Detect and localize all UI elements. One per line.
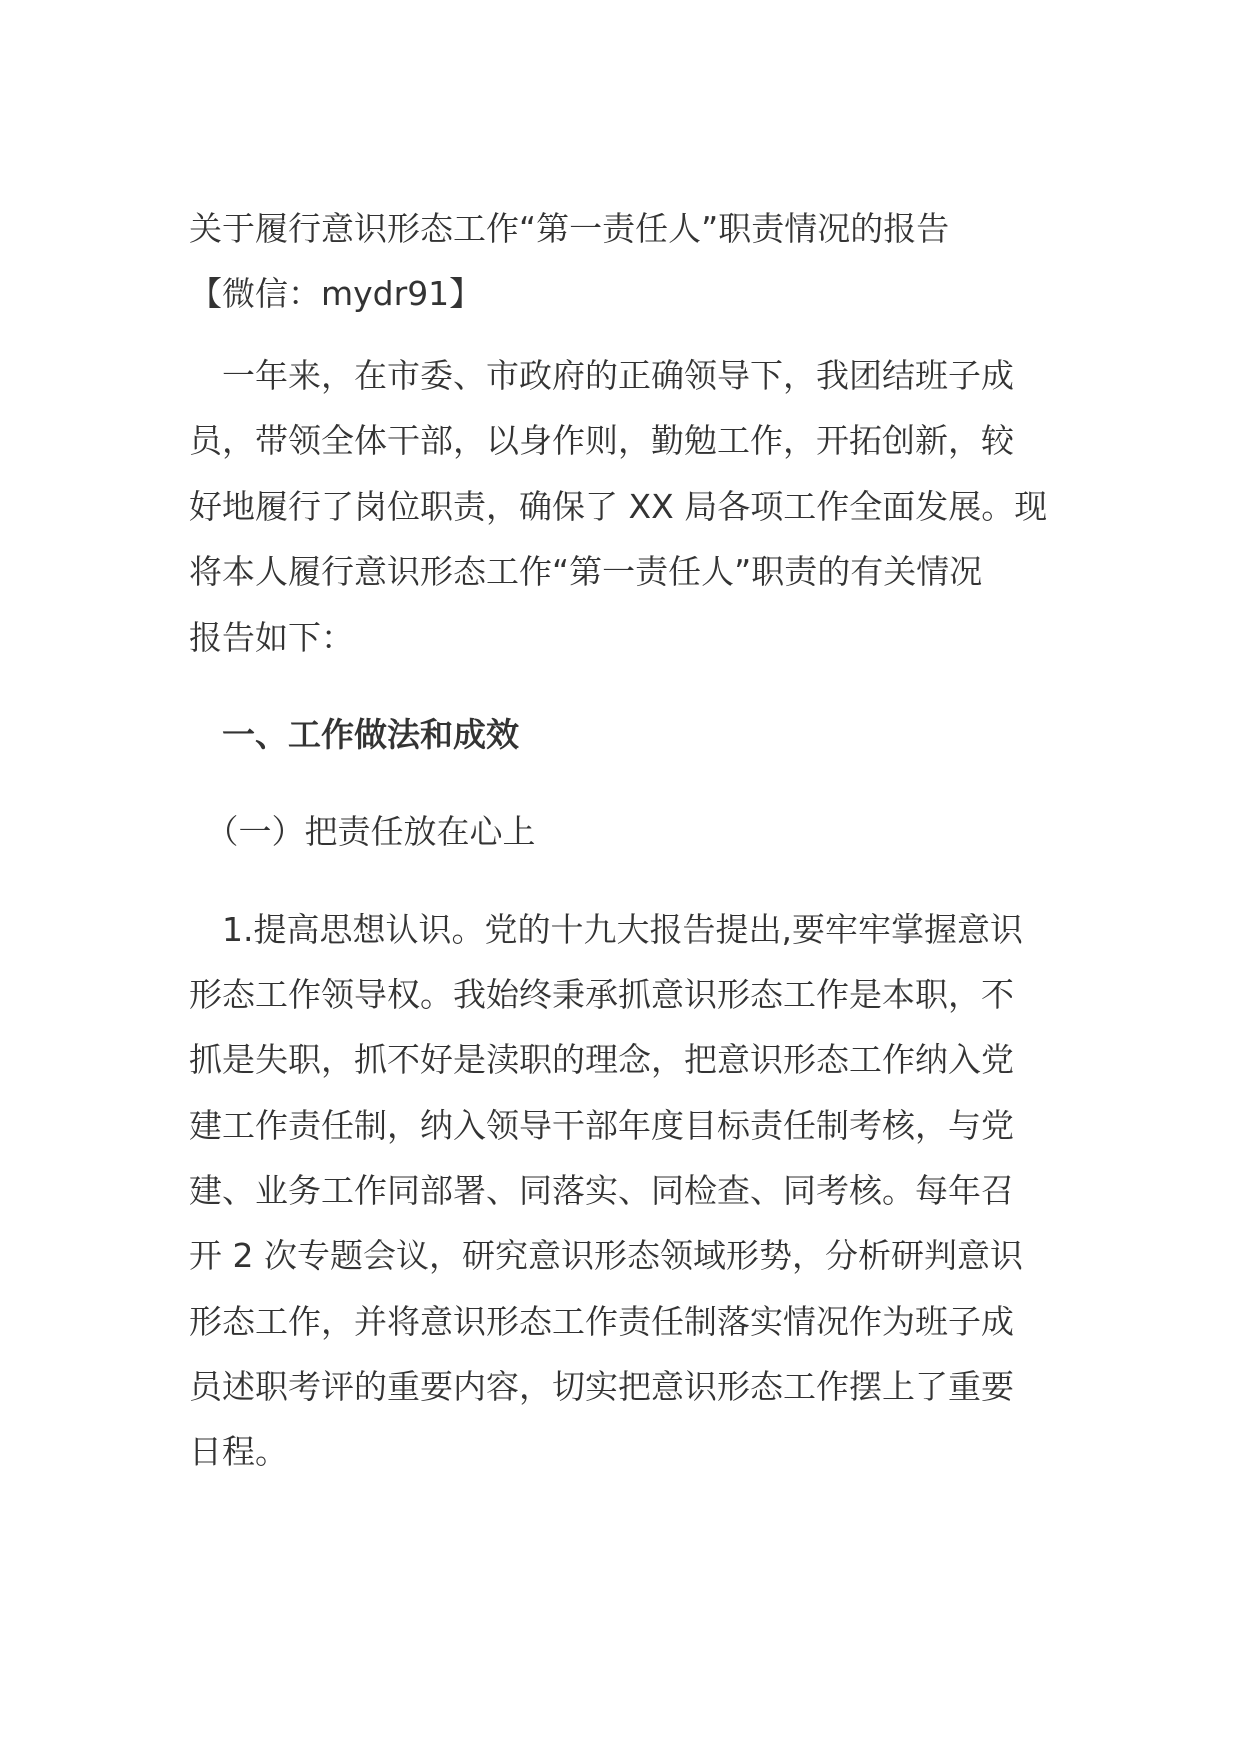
paragraph-line: 员述职考评的重要内容，切实把意识形态工作摆上了重要	[189, 1367, 1014, 1406]
paragraph-line: 1.提高思想认识。党的十九大报告提出,要牢牢掌握意识	[189, 910, 1023, 949]
paragraph-line: 抓是失职，抓不好是渎职的理念，把意识形态工作纳入党	[189, 1040, 1014, 1079]
wechat-contact: 【微信：mydr91】	[189, 274, 483, 313]
paragraph-line: 建、业务工作同部署、同落实、同检查、同考核。每年召	[189, 1171, 1014, 1210]
intro-line: 一年来，在市委、市政府的正确领导下，我团结班子成	[189, 356, 1014, 395]
paragraph-line: 建工作责任制，纳入领导干部年度目标责任制考核，与党	[189, 1106, 1014, 1145]
paragraph-line: 形态工作领导权。我始终秉承抓意识形态工作是本职，不	[189, 975, 1014, 1014]
intro-line: 报告如下：	[189, 618, 354, 657]
section-heading: 一、工作做法和成效	[189, 715, 519, 754]
intro-line: 好地履行了岗位职责，确保了 XX 局各项工作全面发展。现	[189, 487, 1048, 526]
intro-line: 将本人履行意识形态工作“第一责任人”职责的有关情况	[189, 552, 983, 591]
subsection-heading: （一）把责任放在心上	[189, 812, 536, 851]
paragraph-line: 形态工作，并将意识形态工作责任制落实情况作为班子成	[189, 1302, 1014, 1341]
paragraph-line: 日程。	[189, 1432, 288, 1471]
paragraph-line: 开 2 次专题会议，研究意识形态领域形势，分析研判意识	[189, 1236, 1023, 1275]
document-title: 关于履行意识形态工作“第一责任人”职责情况的报告	[189, 209, 950, 248]
intro-line: 员，带领全体干部，以身作则，勤勉工作，开拓创新，较	[189, 421, 1014, 460]
